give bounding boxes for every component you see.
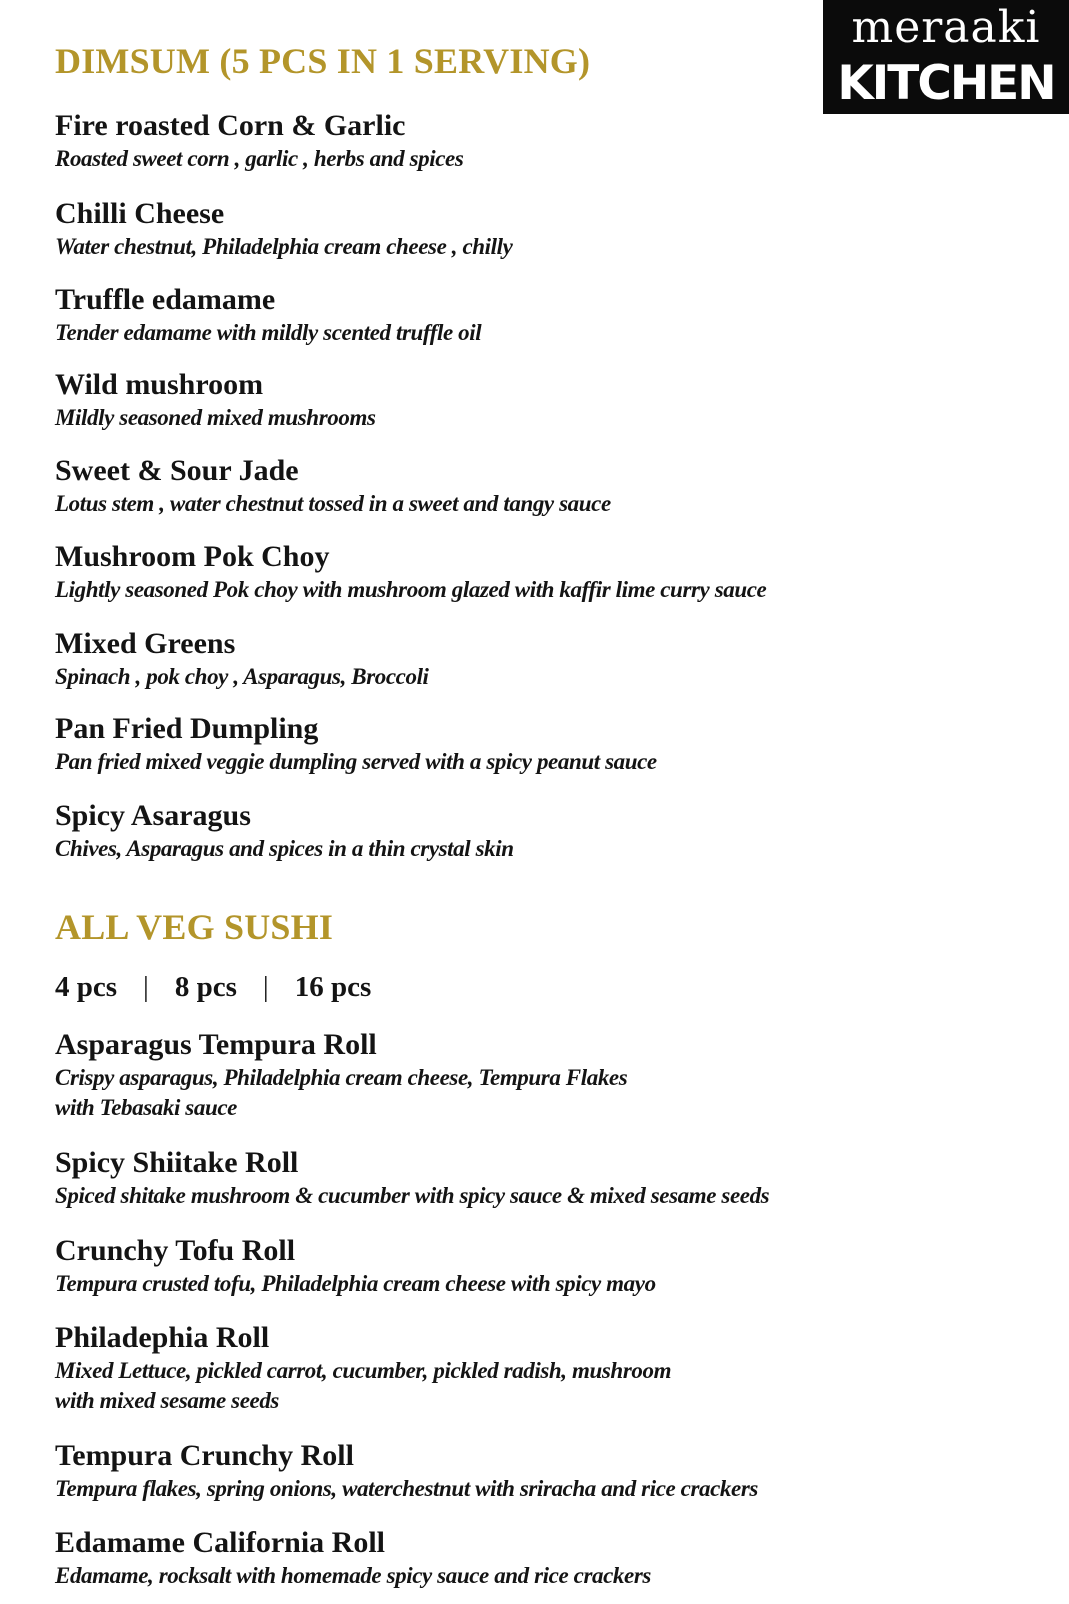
menu-item bbox=[55, 1145, 905, 1211]
menu-item bbox=[55, 367, 905, 433]
size-divider: | bbox=[262, 971, 269, 1003]
menu-item bbox=[55, 539, 905, 605]
item-name: Asparagus Tempura Roll bbox=[55, 1028, 377, 1061]
menu-item bbox=[55, 1525, 905, 1591]
menu-item bbox=[55, 282, 905, 348]
item-name: Truffle edamame bbox=[55, 283, 276, 316]
item-description: Lotus stem , water chestnut tossed in a sweet and tangy sauce bbox=[55, 491, 611, 516]
item-description: Edamame, rocksalt with homemade spicy sauce and rice crackers bbox=[55, 1563, 651, 1588]
menu-item bbox=[55, 626, 905, 692]
item-name: Chilli Cheese bbox=[55, 197, 225, 230]
size-option: 4 pcs bbox=[55, 971, 118, 1003]
item-description: Spinach , pok choy , Asparagus, Broccoli bbox=[55, 664, 429, 689]
item-name: Wild mushroom bbox=[55, 368, 264, 401]
item-description-line2: with mixed sesame seeds bbox=[55, 1388, 279, 1413]
item-description: Roasted sweet corn , garlic , herbs and spices bbox=[55, 146, 464, 171]
item-description: Spiced shitake mushroom & cucumber with spicy sauce & mixed sesame seeds bbox=[55, 1183, 770, 1208]
size-option: 8 pcs bbox=[174, 971, 237, 1003]
item-description: Mixed Lettuce, pickled carrot, cucumber, pickled radish, mushroom bbox=[55, 1358, 672, 1383]
menu-item bbox=[55, 108, 905, 174]
item-name: Crunchy Tofu Roll bbox=[55, 1234, 296, 1267]
item-description: Tempura crusted tofu, Philadelphia cream cheese with spicy mayo bbox=[55, 1271, 656, 1296]
item-name: Philadephia Roll bbox=[55, 1321, 270, 1354]
menu-item bbox=[55, 453, 905, 519]
item-description: Crispy asparagus, Philadelphia cream cheese, Tempura Flakes bbox=[55, 1065, 628, 1090]
item-name: Tempura Crunchy Roll bbox=[55, 1439, 354, 1472]
item-name: Fire roasted Corn & Garlic bbox=[55, 109, 406, 142]
item-name: Spicy Shiitake Roll bbox=[55, 1146, 299, 1179]
item-description: Chives, Asparagus and spices in a thin crystal skin bbox=[55, 836, 514, 861]
item-description: Pan fried mixed veggie dumpling served with a spicy peanut sauce bbox=[55, 749, 657, 774]
menu-item bbox=[55, 1027, 905, 1123]
logo-text-bottom: KITCHEN bbox=[837, 56, 1055, 111]
item-name: Mushroom Pok Choy bbox=[55, 540, 330, 573]
sushi-section-title: ALL VEG SUSHI bbox=[55, 907, 334, 947]
item-description: Water chestnut, Philadelphia cream cheese , chilly bbox=[55, 234, 513, 259]
menu-item bbox=[55, 1233, 905, 1299]
item-name: Mixed Greens bbox=[55, 627, 236, 660]
logo-text-top: meraaki bbox=[851, 2, 1041, 53]
item-name: Sweet & Sour Jade bbox=[55, 454, 299, 487]
size-divider: | bbox=[143, 971, 149, 1003]
item-description-line2: with Tebasaki sauce bbox=[55, 1095, 237, 1120]
menu-item bbox=[55, 1438, 905, 1504]
dimsum-section-title: DIMSUM (5 PCS IN 1 SERVING) bbox=[55, 41, 591, 81]
menu-item bbox=[55, 711, 905, 777]
brand-logo bbox=[823, 0, 1069, 114]
menu-item bbox=[55, 798, 905, 864]
item-name: Spicy Asaragus bbox=[55, 799, 251, 832]
menu-item bbox=[55, 196, 905, 262]
size-option: 16 pcs bbox=[294, 971, 372, 1003]
item-description: Tempura flakes, spring onions, waterchestnut with sriracha and rice crackers bbox=[55, 1476, 758, 1501]
menu-item bbox=[55, 1320, 905, 1416]
item-description: Lightly seasoned Pok choy with mushroom glazed with kaffir lime curry sauce bbox=[55, 577, 767, 602]
item-name: Edamame California Roll bbox=[55, 1526, 385, 1559]
item-name: Pan Fried Dumpling bbox=[55, 712, 319, 745]
sushi-portion-sizes bbox=[55, 971, 371, 1004]
item-description: Tender edamame with mildly scented truffle oil bbox=[55, 320, 482, 345]
item-description: Mildly seasoned mixed mushrooms bbox=[55, 405, 376, 430]
